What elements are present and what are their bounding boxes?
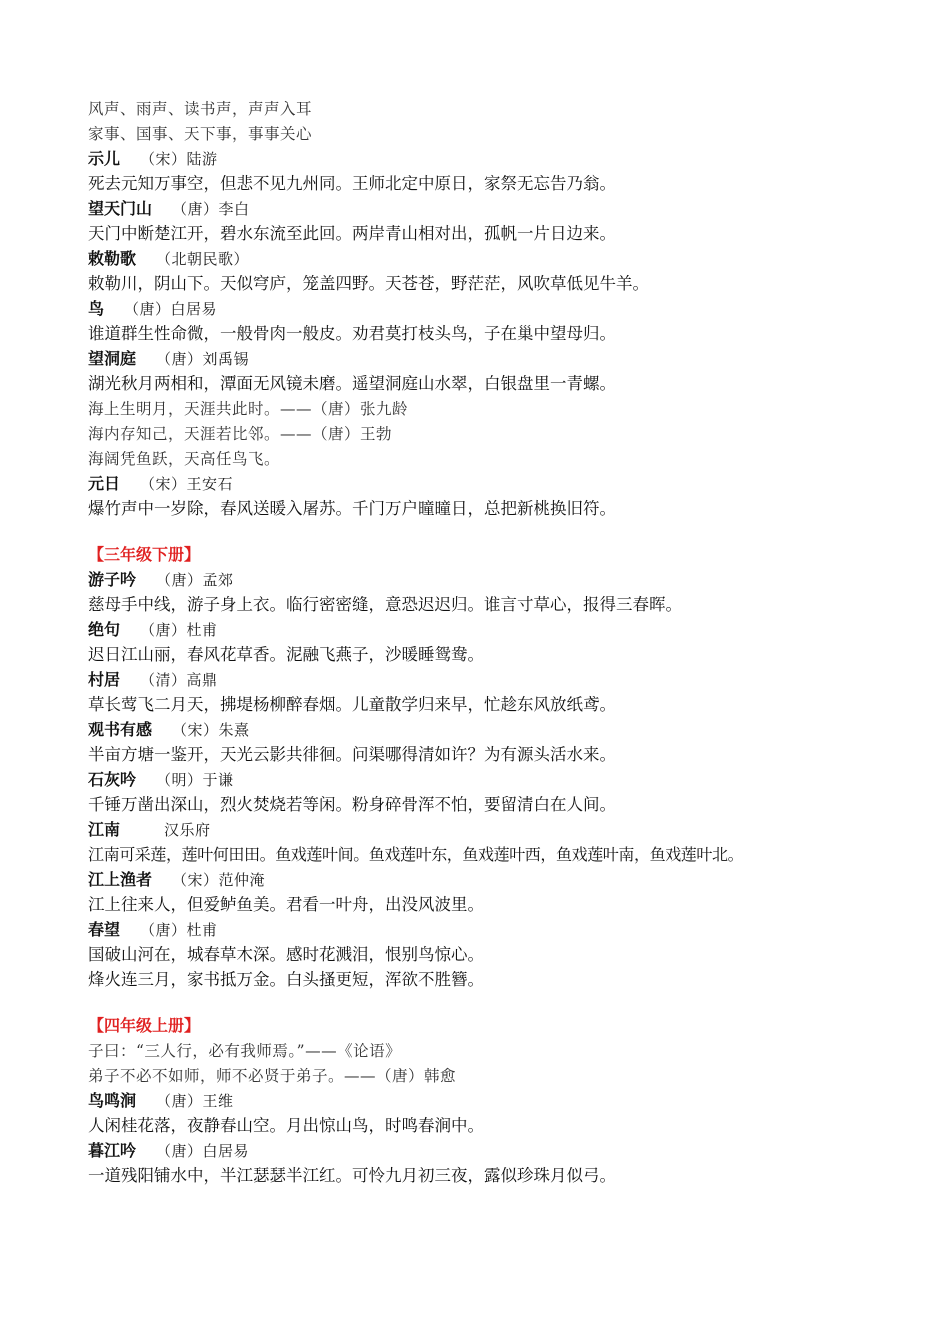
poem-line [88,842,938,867]
poem-title: 观书有感 [88,720,153,739]
quote-line [88,421,938,446]
poem-author: （唐）孟郊 [156,571,234,589]
quote-line [88,1038,938,1063]
poem-author: （宋）朱熹 [172,721,250,739]
poem-heading [88,296,938,321]
poem-heading [88,1088,938,1113]
poem-line [88,942,938,967]
poem-text: 草长莺飞二月天，拂堤杨柳醉春烟。儿童散学归来早，忙趁东风放纸鸢。 [88,695,616,714]
poem-line [88,371,938,396]
poem-text: 天门中断楚江开，碧水东流至此回。两岸青山相对出，孤帆一片日边来。 [88,224,616,243]
poem-author: （唐）李白 [172,200,250,218]
poem-title: 暮江吟 [88,1141,137,1160]
poem-text: 江上往来人，但爱鲈鱼美。君看一叶舟，出没风波里。 [88,895,484,914]
poem-title: 游子吟 [88,570,137,589]
poem-line [88,742,938,767]
quote-line [88,446,938,471]
poem-heading [88,246,938,271]
poem-text: 死去元知万事空，但悲不见九州同。王师北定中原日，家祭无忘告乃翁。 [88,174,616,193]
poem-author: （唐）王维 [156,1092,234,1110]
poem-text: 谁道群生性命微，一般骨肉一般皮。劝君莫打枝头鸟，子在巢中望母归。 [88,324,616,343]
poem-title: 示儿 [88,149,121,168]
quote-line [88,396,938,421]
poem-author: （明）于谦 [156,771,234,789]
poem-author: （宋）范仲淹 [172,871,266,889]
poem-title: 绝句 [88,620,121,639]
poem-line [88,967,938,992]
poem-heading [88,817,938,842]
poem-author: （宋）王安石 [140,475,234,493]
poem-heading [88,567,938,592]
document-page [88,96,938,1188]
poem-author: （清）高鼎 [140,671,218,689]
poem-text: 湖光秋月两相和，潭面无风镜未磨。遥望洞庭山水翠，白银盘里一青螺。 [88,374,616,393]
poem-text: 慈母手中线，游子身上衣。临行密密缝，意恐迟迟归。谁言寸草心，报得三春晖。 [88,595,682,614]
poem-title: 敕勒歌 [88,249,137,268]
poem-heading [88,867,938,892]
poem-line [88,792,938,817]
poem-title: 鸟 [88,299,105,318]
poem-text: 人闲桂花落，夜静春山空。月出惊山鸟，时鸣春涧中。 [88,1116,484,1135]
poem-heading [88,767,938,792]
poem-text: 千锤万凿出深山，烈火焚烧若等闲。粉身碎骨浑不怕，要留清白在人间。 [88,795,616,814]
section-heading: 【三年级下册】 [88,545,201,564]
poem-heading [88,917,938,942]
quote-text: 弟子不必不如师，师不必贤于弟子。——（唐）韩愈 [88,1067,457,1085]
quote-text: 海上生明月，天涯共此时。——（唐）张九龄 [88,400,409,418]
poem-title: 江上渔者 [88,870,153,889]
poem-line [88,892,938,917]
poem-heading [88,617,938,642]
poem-text: 江南可采莲，莲叶何田田。鱼戏莲叶间。鱼戏莲叶东，鱼戏莲叶西，鱼戏莲叶南，鱼戏莲叶北。 [88,845,744,864]
poem-line [88,1113,938,1138]
poem-author: （唐）白居易 [156,1142,250,1160]
poem-title: 村居 [88,670,121,689]
poem-author: （北朝民歌） [156,250,250,268]
poem-text: 烽火连三月，家书抵万金。白头搔更短，浑欲不胜簪。 [88,970,484,989]
quote-line [88,121,938,146]
poem-line [88,171,938,196]
section-spacer [88,521,938,542]
poem-text: 爆竹声中一岁除，春风送暖入屠苏。千门万户曈曈日，总把新桃换旧符。 [88,499,616,518]
poem-author: 汉乐府 [164,821,211,839]
poem-author: （唐）白居易 [124,300,218,318]
poem-heading [88,346,938,371]
poem-heading [88,196,938,221]
poem-title: 石灰吟 [88,770,137,789]
poem-heading [88,1138,938,1163]
poem-heading [88,667,938,692]
poem-title: 望洞庭 [88,349,137,368]
quote-text: 子曰：“三人行，必有我师焉。”——《论语》 [88,1042,402,1060]
section-heading-row [88,1013,938,1038]
quote-line [88,96,938,121]
poem-line [88,271,938,296]
poem-heading [88,471,938,496]
poem-text: 敕勒川，阴山下。天似穹庐，笼盖四野。天苍苍，野茫茫，风吹草低见牛羊。 [88,274,649,293]
poem-author: （唐）杜甫 [140,621,218,639]
section-spacer [88,992,938,1013]
section-heading-row [88,542,938,567]
quote-line [88,1063,938,1088]
poem-line [88,321,938,346]
poem-author: （唐）杜甫 [140,921,218,939]
poem-title: 元日 [88,474,121,493]
poem-title: 江南 [88,820,121,839]
poem-author: （宋）陆游 [140,150,218,168]
poem-title: 春望 [88,920,121,939]
quote-text: 家事、国事、天下事，事事关心 [88,125,313,143]
poem-text: 国破山河在，城春草木深。感时花溅泪，恨别鸟惊心。 [88,945,484,964]
poem-text: 半亩方塘一鉴开，天光云影共徘徊。问渠哪得清如许？为有源头活水来。 [88,745,616,764]
poem-line [88,692,938,717]
poem-line [88,592,938,617]
poem-title: 望天门山 [88,199,153,218]
poem-line [88,1163,938,1188]
poem-title: 鸟鸣涧 [88,1091,137,1110]
quote-text: 海内存知己，天涯若比邻。——（唐）王勃 [88,425,393,443]
poem-heading [88,146,938,171]
poem-line [88,642,938,667]
poem-text: 迟日江山丽，春风花草香。泥融飞燕子，沙暖睡鸳鸯。 [88,645,484,664]
quote-text: 风声、雨声、读书声，声声入耳 [88,100,313,118]
poem-line [88,496,938,521]
poem-line [88,221,938,246]
poem-heading [88,717,938,742]
poem-author: （唐）刘禹锡 [156,350,250,368]
section-heading: 【四年级上册】 [88,1016,201,1035]
poem-text: 一道残阳铺水中，半江瑟瑟半江红。可怜九月初三夜，露似珍珠月似弓。 [88,1166,616,1185]
quote-text: 海阔凭鱼跃，天高任鸟飞。 [88,450,281,468]
